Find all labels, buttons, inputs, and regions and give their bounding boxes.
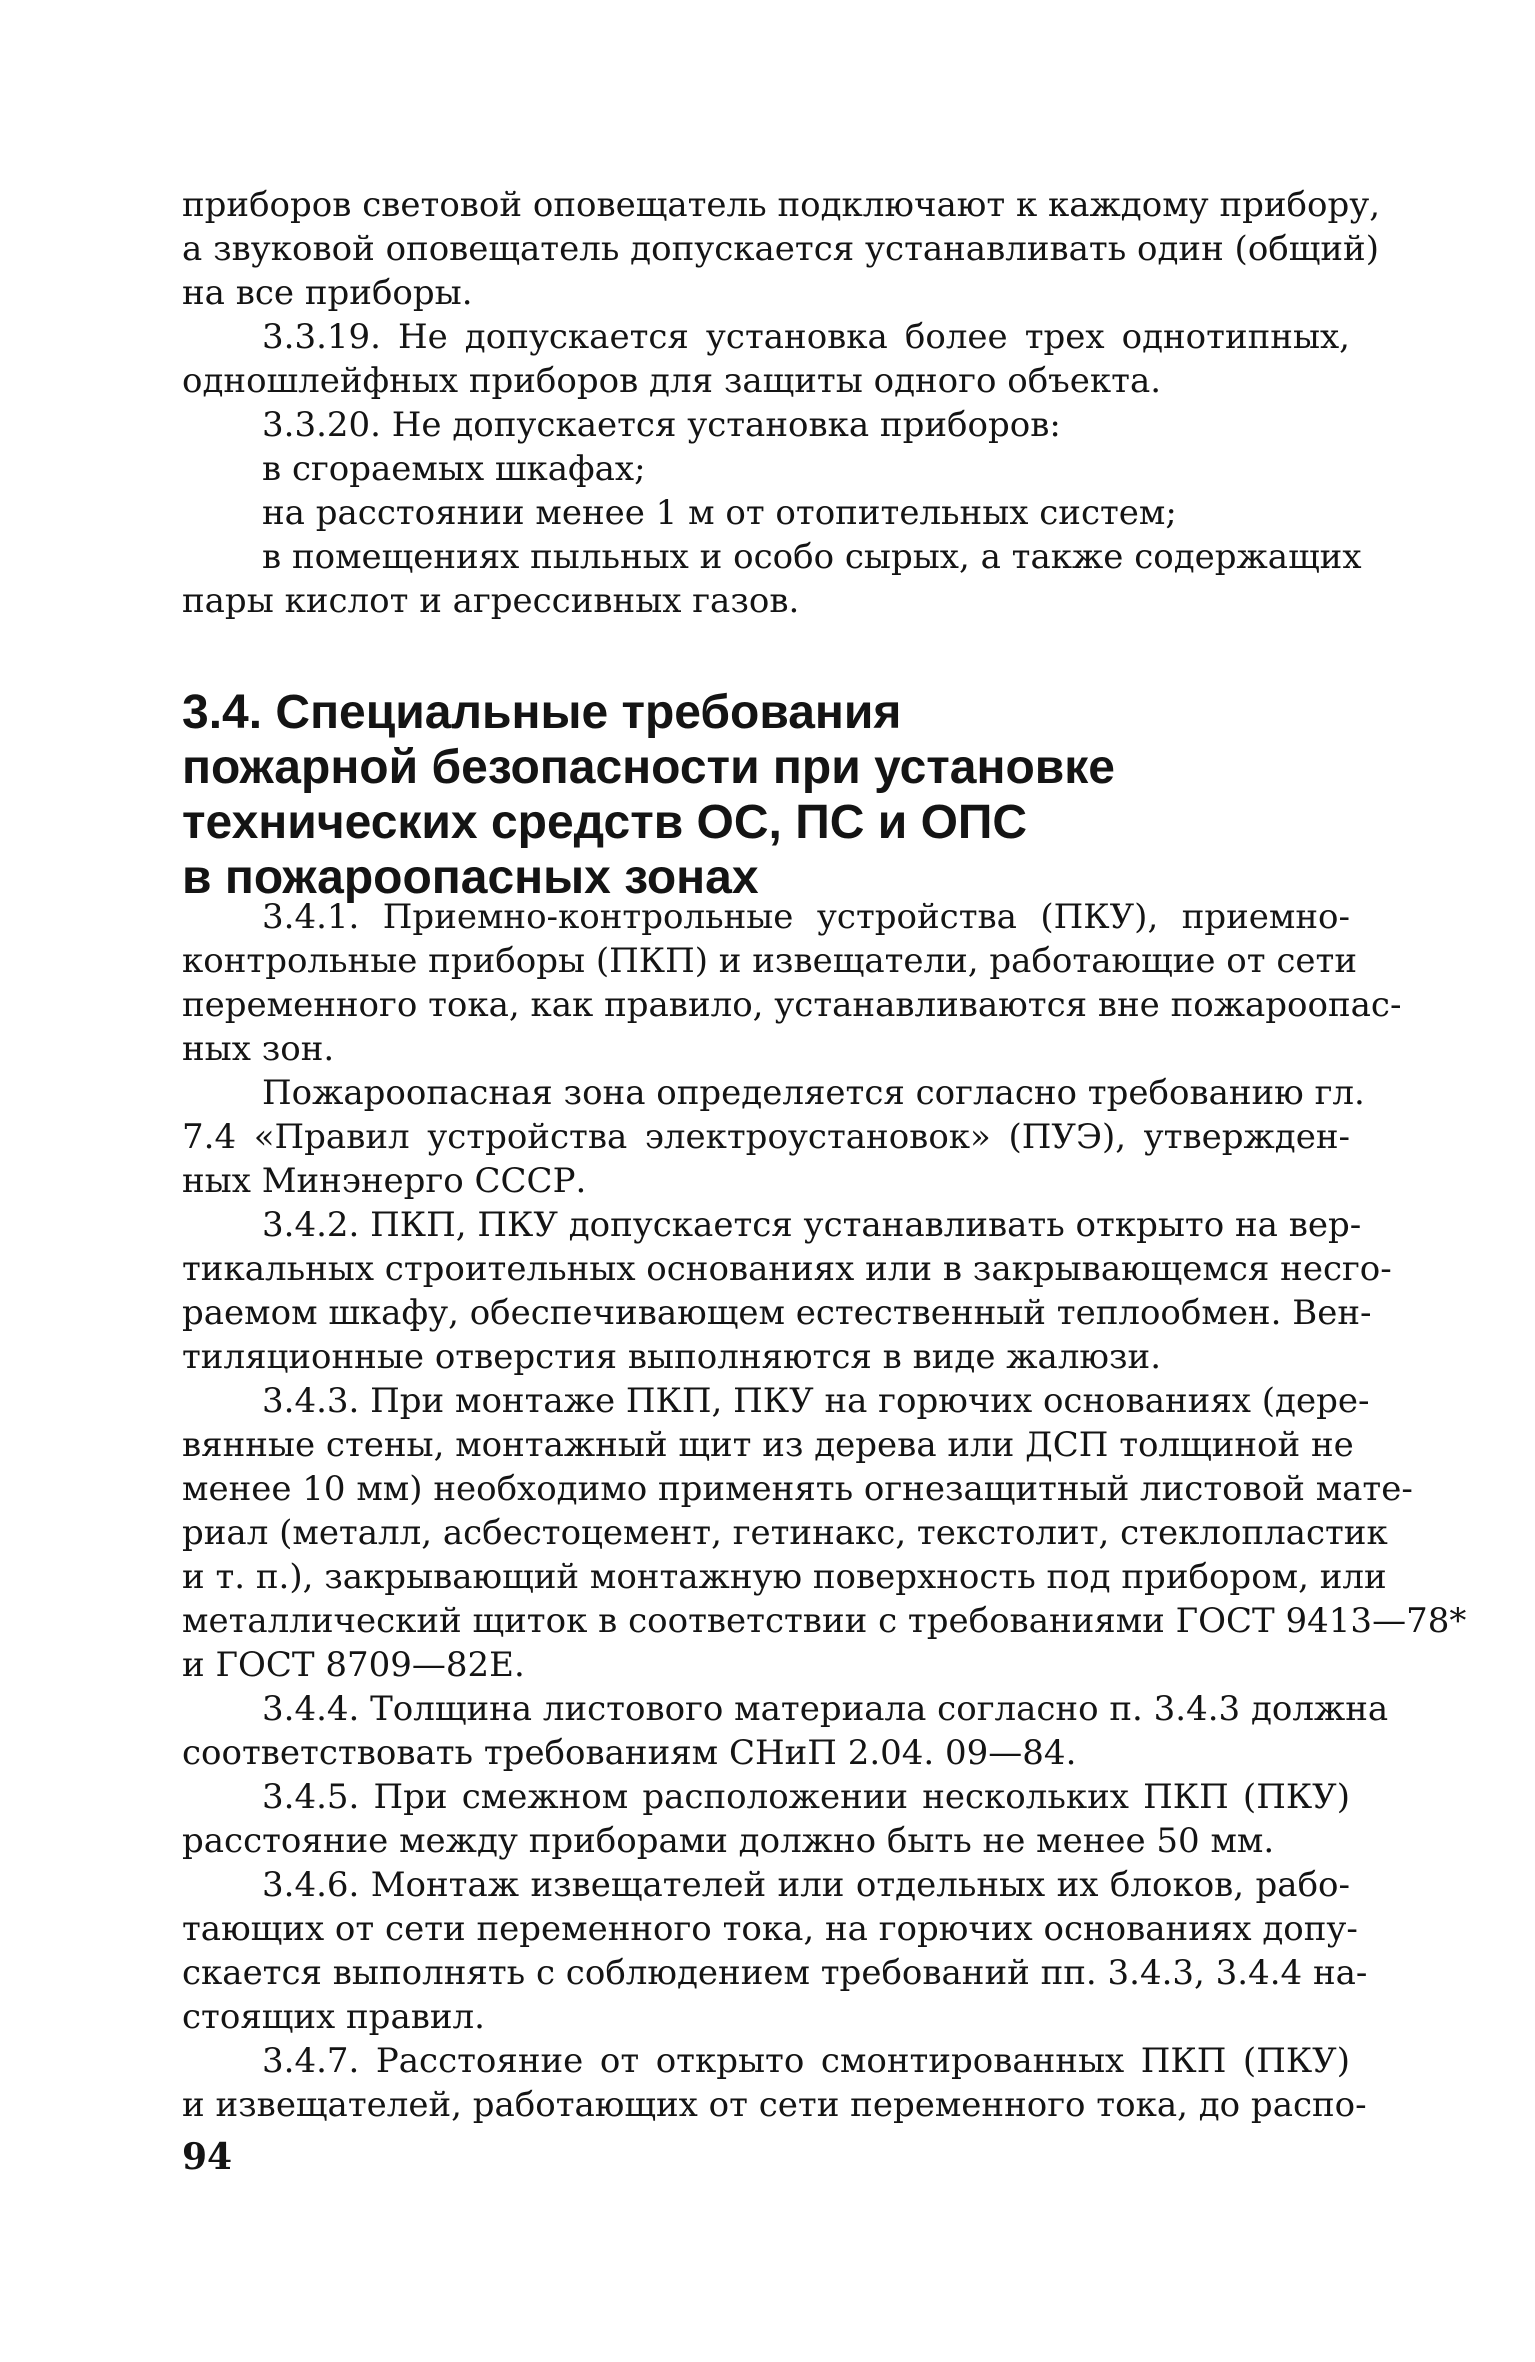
text-line: на все приборы.: [182, 273, 473, 313]
text-line: тающих от сети переменного тока, на горючих основаниях допу-: [182, 1909, 1358, 1949]
text-line: соответствовать требованиям СНиП 2.04. 09—84.: [182, 1733, 1077, 1773]
heading-line: 3.4. Специальные требования: [182, 686, 902, 739]
text-line: и извещателей, работающих от сети переменного тока, до распо-: [182, 2085, 1367, 2125]
heading-line: технических средств ОС, ПС и ОПС: [182, 796, 1028, 849]
text-line: пары кислот и агрессивных газов.: [182, 581, 800, 621]
page-number: 94: [182, 2136, 233, 2178]
text-line: скается выполнять с соблюдением требований пп. 3.4.3, 3.4.4 на-: [182, 1953, 1368, 1993]
text-line: 7.4 «Правил устройства электроустановок» (ПУЭ), утвержден-: [182, 1117, 1350, 1157]
text-line: одношлейфных приборов для защиты одного объекта.: [182, 361, 1162, 401]
text-line: 3.4.4. Толщина листового материала согласно п. 3.4.3 должна: [262, 1689, 1389, 1729]
text-line: 3.4.3. При монтаже ПКП, ПКУ на горючих основаниях (дере-: [262, 1381, 1370, 1421]
text-line: тиляционные отверстия выполняются в виде жалюзи.: [182, 1337, 1162, 1377]
text-line: 3.3.19. Не допускается установка более трех однотипных,: [262, 317, 1350, 357]
text-line: приборов световой оповещатель подключают к каждому прибору,: [182, 185, 1381, 225]
text-line: вянные стены, монтажный щит из дерева или ДСП толщиной не: [182, 1425, 1354, 1465]
section-heading: [182, 685, 1350, 905]
text-line: в сгораемых шкафах;: [262, 449, 646, 489]
text-line: и ГОСТ 8709—82Е.: [182, 1645, 525, 1685]
text-line: 3.4.1. Приемно-контрольные устройства (ПКУ), приемно-: [262, 897, 1350, 937]
text-line: контрольные приборы (ПКП) и извещатели, работающие от сети: [182, 941, 1357, 981]
text-line: менее 10 мм) необходимо применять огнезащитный листовой мате-: [182, 1469, 1413, 1509]
text-line: переменного тока, как правило, устанавливаются вне пожароопас-: [182, 985, 1402, 1025]
intro-paragraphs: [182, 183, 1381, 623]
text-line: раемом шкафу, обеспечивающем естественный теплообмен. Вен-: [182, 1293, 1372, 1333]
text-line: ных Минэнерго СССР.: [182, 1161, 587, 1201]
text-line: 3.3.20. Не допускается установка приборов:: [262, 405, 1061, 445]
text-line: стоящих правил.: [182, 1997, 485, 2037]
text-line: на расстоянии менее 1 м от отопительных систем;: [262, 493, 1177, 533]
heading-line: пожарной безопасности при установке: [182, 741, 1115, 794]
text-line: тикальных строительных основаниях или в закрывающемся несго-: [182, 1249, 1392, 1289]
section-3-4-paragraphs: [182, 895, 1467, 2127]
text-line: а звуковой оповещатель допускается устанавливать один (общий): [182, 229, 1379, 269]
text-line: расстояние между приборами должно быть не менее 50 мм.: [182, 1821, 1275, 1861]
text-line: ных зон.: [182, 1029, 335, 1069]
text-line: и т. п.), закрывающий монтажную поверхность под прибором, или: [182, 1557, 1387, 1597]
text-line: 3.4.5. При смежном расположении нескольких ПКП (ПКУ): [262, 1777, 1350, 1817]
text-line: риал (металл, асбестоцемент, гетинакс, текстолит, стеклопластик: [182, 1513, 1388, 1553]
text-line: в помещениях пыльных и особо сырых, а также содержащих: [262, 537, 1362, 577]
text-line: 3.4.6. Монтаж извещателей или отдельных их блоков, рабо-: [262, 1865, 1350, 1905]
heading-line: в пожароопасных зонах: [182, 851, 759, 904]
text-line: Пожароопасная зона определяется согласно требованию гл.: [262, 1073, 1365, 1113]
text-line: металлический щиток в соответствии с требованиями ГОСТ 9413—78*: [182, 1601, 1467, 1641]
text-line: 3.4.7. Расстояние от открыто смонтированных ПКП (ПКУ): [262, 2041, 1350, 2081]
text-line: 3.4.2. ПКП, ПКУ допускается устанавливать открыто на вер-: [262, 1205, 1362, 1245]
